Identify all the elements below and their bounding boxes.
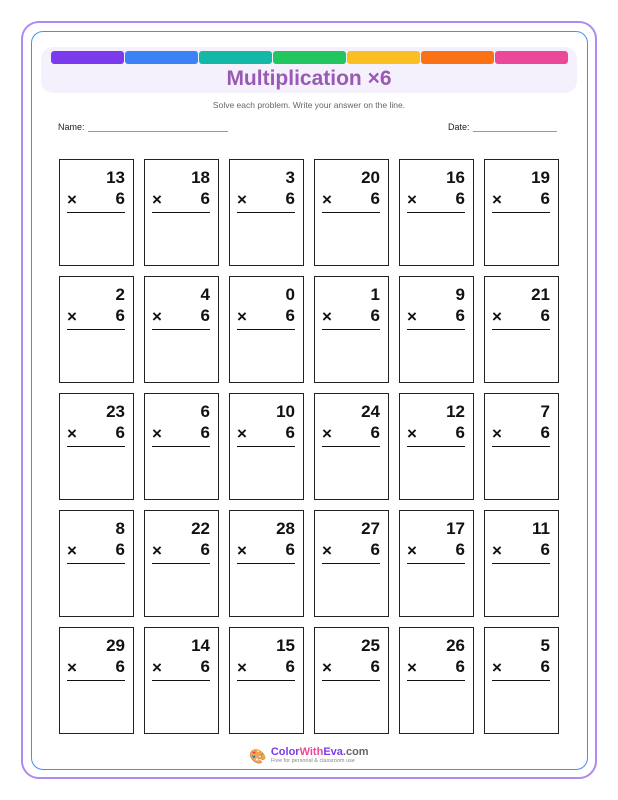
problem-card [399,393,474,500]
answer-rule [407,329,465,330]
multiplicand: 2 [115,285,125,304]
multiplicand: 17 [446,519,465,538]
date-field[interactable] [448,122,557,132]
color-strip-segment [199,51,272,64]
multiplier: 6 [455,423,465,442]
worksheet-title: Multiplication ×6 [226,67,392,90]
multiplicand: 9 [455,285,465,304]
problem-card [144,276,219,383]
times-sign: × [492,658,502,677]
answer-rule [152,329,210,330]
color-strip-segment [421,51,494,64]
multiplier: 6 [285,657,295,676]
times-sign: × [152,658,162,677]
multiplier: 6 [285,189,295,208]
multiplicand: 3 [285,168,295,187]
problem-card [484,627,559,734]
multiplicand: 1 [370,285,380,304]
multiplier: 6 [455,189,465,208]
answer-rule [237,563,295,564]
times-sign: × [237,658,247,677]
problem-card [59,627,134,734]
times-sign: × [407,541,417,560]
footer-tagline: Free for personal & classroom use [270,758,355,764]
brand-logo-text [271,746,369,758]
answer-area[interactable] [67,567,125,610]
problem-card [144,393,219,500]
palette-icon: 🎨 [249,747,267,764]
color-strip-segment [495,51,568,64]
answer-rule [67,563,125,564]
problem-card [314,510,389,617]
brand-domain: .com [342,746,369,758]
multiplier: 6 [455,540,465,559]
problem-grid [59,159,559,734]
multiplicand: 10 [276,402,295,421]
answer-rule [67,212,125,213]
multiplicand: 13 [106,168,125,187]
multiplicand: 5 [540,636,550,655]
answer-area[interactable] [237,450,295,493]
times-sign: × [237,307,247,326]
answer-rule [407,680,465,681]
multiplicand: 25 [361,636,380,655]
multiplicand: 21 [531,285,550,304]
multiplier: 6 [370,306,380,325]
problem-card [314,276,389,383]
answer-rule [492,329,550,330]
multiplicand: 16 [446,168,465,187]
multiplier: 6 [115,189,125,208]
multiplier: 6 [285,540,295,559]
multiplier: 6 [370,423,380,442]
answer-area[interactable] [322,567,380,610]
name-input-line[interactable] [88,123,228,132]
answer-area[interactable] [492,216,550,259]
answer-rule [407,563,465,564]
problem-card [144,627,219,734]
answer-area[interactable] [237,684,295,727]
multiplier: 6 [115,540,125,559]
answer-rule [152,563,210,564]
date-input-line[interactable] [473,123,557,132]
rainbow-color-strip [51,51,568,64]
answer-rule [237,446,295,447]
footer-branding [0,746,618,765]
multiplicand: 15 [276,636,295,655]
answer-area[interactable] [492,450,550,493]
answer-rule [152,680,210,681]
times-sign: × [67,541,77,560]
problem-card [314,159,389,266]
times-sign: × [407,307,417,326]
answer-area[interactable] [152,450,210,493]
date-label: Date: [448,122,470,132]
answer-area[interactable] [237,216,295,259]
multiplier: 6 [200,306,210,325]
multiplier: 6 [540,189,550,208]
answer-area[interactable] [407,684,465,727]
answer-area[interactable] [152,216,210,259]
color-strip-segment [347,51,420,64]
answer-rule [237,212,295,213]
problem-card [229,159,304,266]
problem-card [59,393,134,500]
problem-card [59,510,134,617]
problem-card [484,393,559,500]
multiplicand: 6 [200,402,210,421]
multiplier: 6 [200,189,210,208]
times-sign: × [152,190,162,209]
answer-area[interactable] [237,333,295,376]
problem-card [59,276,134,383]
times-sign: × [492,190,502,209]
multiplier: 6 [285,423,295,442]
times-sign: × [407,190,417,209]
multiplier: 6 [115,657,125,676]
times-sign: × [407,424,417,443]
brand-with: With [299,746,324,758]
multiplicand: 23 [106,402,125,421]
multiplicand: 4 [200,285,210,304]
multiplier: 6 [115,306,125,325]
times-sign: × [67,424,77,443]
answer-area[interactable] [152,684,210,727]
problem-card [399,510,474,617]
answer-rule [322,563,380,564]
multiplier: 6 [455,306,465,325]
answer-rule [322,212,380,213]
answer-area[interactable] [407,567,465,610]
answer-area[interactable] [492,567,550,610]
answer-area[interactable] [407,450,465,493]
answer-rule [67,680,125,681]
multiplier: 6 [285,306,295,325]
times-sign: × [152,307,162,326]
answer-area[interactable] [152,333,210,376]
multiplier: 6 [540,657,550,676]
multiplicand: 19 [531,168,550,187]
color-strip-segment [51,51,124,64]
answer-rule [152,212,210,213]
times-sign: × [322,541,332,560]
problem-card [484,159,559,266]
problem-card [399,627,474,734]
times-sign: × [322,424,332,443]
times-sign: × [237,190,247,209]
multiplicand: 7 [540,402,550,421]
answer-rule [492,563,550,564]
times-sign: × [407,658,417,677]
brand-eva: Eva [323,746,343,758]
multiplicand: 26 [446,636,465,655]
multiplier: 6 [455,657,465,676]
multiplicand: 0 [285,285,295,304]
answer-area[interactable] [67,450,125,493]
multiplicand: 24 [361,402,380,421]
times-sign: × [152,424,162,443]
problem-card [314,393,389,500]
multiplier: 6 [540,306,550,325]
multiplicand: 29 [106,636,125,655]
multiplicand: 8 [115,519,125,538]
times-sign: × [322,190,332,209]
times-sign: × [67,307,77,326]
answer-area[interactable] [407,333,465,376]
multiplicand: 28 [276,519,295,538]
multiplier: 6 [370,657,380,676]
answer-rule [237,329,295,330]
times-sign: × [67,190,77,209]
brand-color: Color [270,746,300,758]
multiplier: 6 [540,540,550,559]
problem-card [144,510,219,617]
problem-card [144,159,219,266]
problem-card [314,627,389,734]
answer-rule [492,212,550,213]
times-sign: × [492,307,502,326]
problem-card [399,159,474,266]
color-strip-segment [273,51,346,64]
answer-area[interactable] [492,684,550,727]
answer-rule [492,446,550,447]
answer-area[interactable] [152,567,210,610]
answer-rule [322,446,380,447]
times-sign: × [492,541,502,560]
multiplier: 6 [200,423,210,442]
answer-rule [67,446,125,447]
times-sign: × [237,541,247,560]
answer-rule [407,212,465,213]
answer-rule [237,680,295,681]
name-field[interactable] [58,122,228,132]
times-sign: × [322,658,332,677]
answer-area[interactable] [67,333,125,376]
times-sign: × [152,541,162,560]
problem-card [399,276,474,383]
multiplicand: 14 [191,636,210,655]
multiplier: 6 [200,540,210,559]
times-sign: × [322,307,332,326]
multiplier: 6 [370,189,380,208]
multiplicand: 22 [191,519,210,538]
answer-area[interactable] [322,216,380,259]
problem-card [59,159,134,266]
multiplier: 6 [200,657,210,676]
times-sign: × [237,424,247,443]
answer-rule [67,329,125,330]
multiplier: 6 [370,540,380,559]
name-label: Name: [58,122,85,132]
answer-rule [322,329,380,330]
answer-area[interactable] [67,216,125,259]
problem-card [484,510,559,617]
answer-rule [492,680,550,681]
multiplicand: 18 [191,168,210,187]
answer-area[interactable] [322,450,380,493]
answer-rule [152,446,210,447]
answer-area[interactable] [492,333,550,376]
problem-card [229,276,304,383]
answer-rule [322,680,380,681]
multiplier: 6 [115,423,125,442]
problem-card [229,393,304,500]
color-strip-segment [125,51,198,64]
answer-area[interactable] [322,684,380,727]
multiplicand: 20 [361,168,380,187]
instructions-text: Solve each problem. Write your answer on the line. [212,100,406,110]
answer-area[interactable] [322,333,380,376]
answer-area[interactable] [237,567,295,610]
times-sign: × [67,658,77,677]
times-sign: × [492,424,502,443]
answer-rule [407,446,465,447]
multiplier: 6 [540,423,550,442]
answer-area[interactable] [67,684,125,727]
multiplicand: 11 [532,519,550,538]
multiplicand: 12 [446,402,465,421]
problem-card [229,510,304,617]
problem-card [229,627,304,734]
multiplicand: 27 [361,519,380,538]
answer-area[interactable] [407,216,465,259]
problem-card [484,276,559,383]
